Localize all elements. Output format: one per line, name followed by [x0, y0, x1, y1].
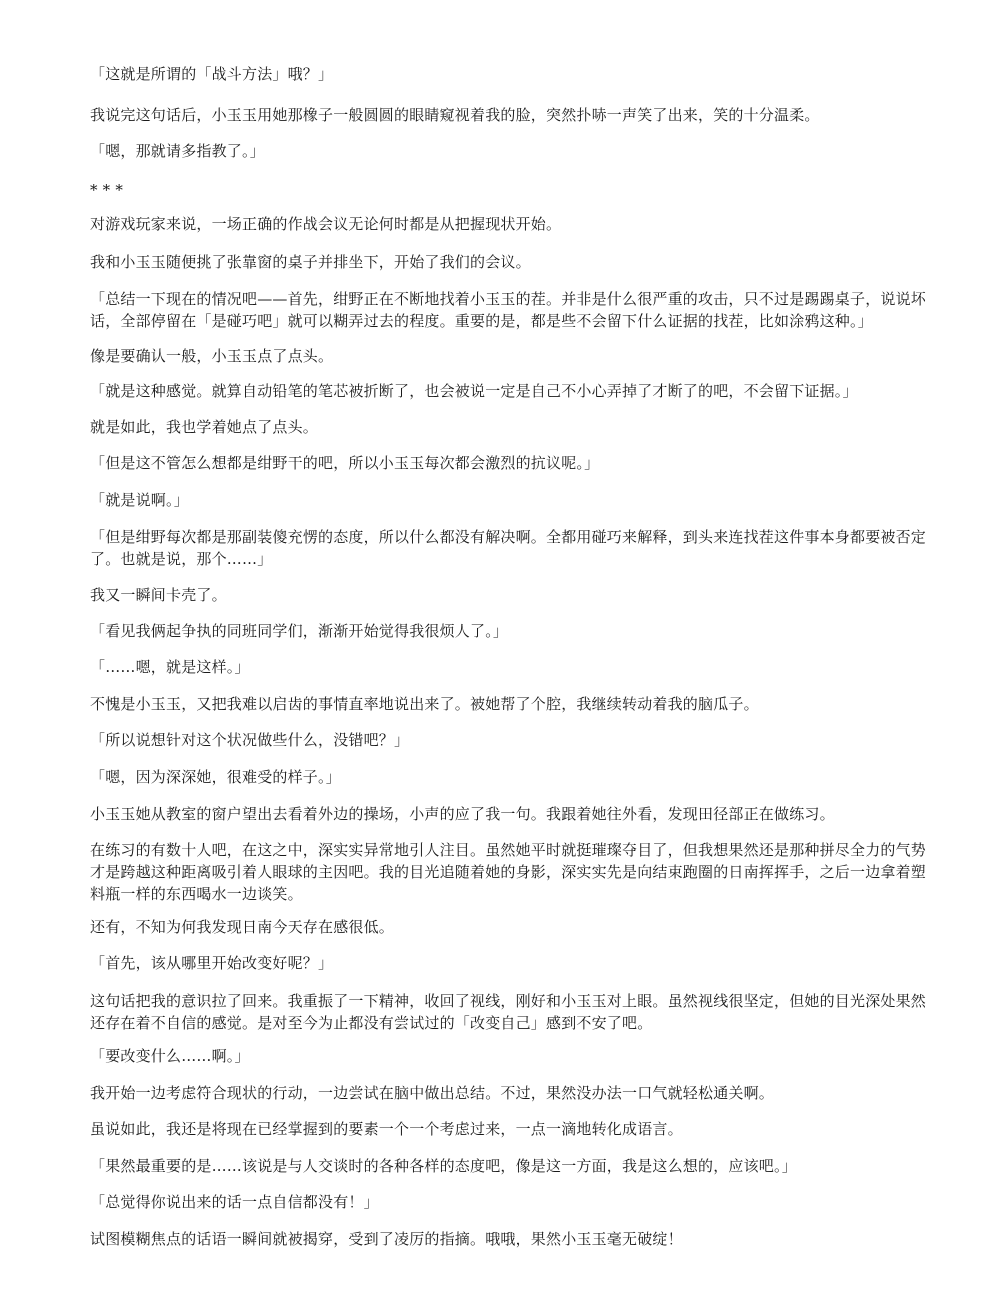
- paragraph: 「嗯，那就请多指教了。」: [90, 142, 265, 160]
- paragraph: 试图模糊焦点的话语一瞬间就被揭穿，受到了凌厉的指摘。哦哦，果然小玉玉毫无破绽！: [90, 1230, 683, 1248]
- paragraph: 还有，不知为何我发现日南今天存在感很低。: [90, 918, 395, 936]
- paragraph: 「总觉得你说出来的话一点自信都没有！」: [90, 1193, 379, 1211]
- paragraph: 「首先，该从哪里开始改变好呢？」: [90, 954, 334, 972]
- paragraph: 「所以说想针对这个状况做些什么，没错吧？」: [90, 731, 410, 749]
- paragraph: 虽说如此，我还是将现在已经掌握到的要素一个一个考虑过来，一点一滴地转化成语言。: [90, 1120, 683, 1138]
- paragraph: 「看见我俩起争执的同班同学们，渐渐开始觉得我很烦人了。」: [90, 622, 509, 640]
- paragraph: 「就是说啊。」: [90, 491, 189, 509]
- paragraph: 我开始一边考虑符合现状的行动，一边尝试在脑中做出总结。不过，果然没办法一口气就轻松通关啊。: [90, 1084, 775, 1102]
- paragraph: 我又一瞬间卡壳了。: [90, 586, 227, 604]
- paragraph: 我说完这句话后，小玉玉用她那橡子一般圆圆的眼睛窥视着我的脸，突然扑哧一声笑了出来，笑的十分温柔。: [90, 106, 820, 124]
- paragraph: 「……嗯，就是这样。」: [90, 658, 250, 676]
- paragraph: 就是如此，我也学着她点了点头。: [90, 418, 319, 436]
- paragraph: 像是要确认一般，小玉玉点了点头。: [90, 347, 334, 365]
- paragraph: 不愧是小玉玉，又把我难以启齿的事情直率地说出来了。被她帮了个腔，我继续转动着我的脑瓜子。: [90, 695, 759, 713]
- section-break: * * *: [90, 181, 124, 199]
- paragraph: 「嗯，因为深深她，很难受的样子。」: [90, 768, 341, 786]
- paragraph: 「果然最重要的是……该说是与人交谈时的各种各样的态度吧，像是这一方面，我是这么想的，应该吧。」: [90, 1157, 797, 1175]
- paragraph: 我和小玉玉随便挑了张靠窗的桌子并排坐下，开始了我们的会议。: [90, 253, 531, 271]
- paragraph: 「总结一下现在的情况吧——首先，绀野正在不断地找着小玉玉的茬。并非是什么很严重的攻击，只不过是踢踢桌子，说说坏话，全部停留在「是碰巧吧」就可以糊弄过去的程度。重要的是，都是些不会留下什么证据的找茬，比如涂鸦这种。」: [90, 290, 927, 330]
- paragraph: 「要改变什么……啊。」: [90, 1047, 250, 1065]
- paragraph: 小玉玉她从教室的窗户望出去看着外边的操场，小声的应了我一句。我跟着她往外看，发现田径部正在做练习。: [90, 805, 835, 823]
- paragraph: 「但是绀野每次都是那副装傻充愣的态度，所以什么都没有解决啊。全都用碰巧来解释，到头来连找茬这件事本身都要被否定了。也就是说，那个……」: [90, 528, 927, 568]
- paragraph: 对游戏玩家来说，一场正确的作战会议无论何时都是从把握现状开始。: [90, 215, 562, 233]
- paragraph: 这句话把我的意识拉了回来。我重振了一下精神，收回了视线，刚好和小玉玉对上眼。虽然视线很坚定，但她的目光深处果然还存在着不自信的感觉。是对至今为止都没有尝试过的「改变自己」感到不安了吧。: [90, 992, 927, 1032]
- paragraph: 「这就是所谓的「战斗方法」哦？」: [90, 65, 334, 83]
- paragraph: 「但是这不管怎么想都是绀野干的吧，所以小玉玉每次都会激烈的抗议呢。」: [90, 454, 600, 472]
- paragraph: 在练习的有数十人吧，在这之中，深实实异常地引人注目。虽然她平时就挺璀璨夺目了，但我想果然还是那种拼尽全力的气势才是跨越这种距离吸引着人眼球的主因吧。我的目光追随着她的身影，深实实先是向结束跑圈的日南挥挥手，之后一边拿着塑料瓶一样的东西喝水一边谈笑。: [90, 841, 927, 903]
- paragraph: 「就是这种感觉。就算自动铅笔的笔芯被折断了，也会被说一定是自己不小心弄掉了才断了的吧，不会留下证据。」: [90, 382, 858, 400]
